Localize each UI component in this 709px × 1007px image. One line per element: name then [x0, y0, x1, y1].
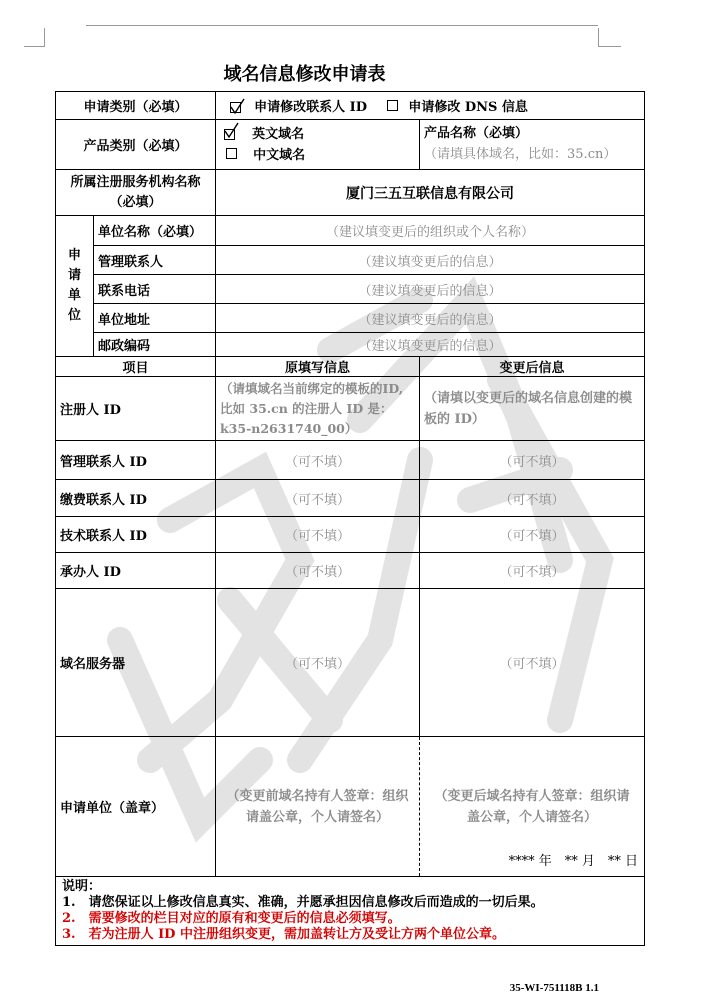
header-original: 原填写信息 [216, 357, 420, 377]
row-registrant-id [56, 377, 645, 441]
contact-admin-new[interactable]: （可不填） [420, 441, 645, 480]
header-rule [86, 25, 598, 26]
dns-label: 域名服务器 [56, 589, 216, 737]
apply-type-options [216, 92, 645, 120]
row-applicant-4 [56, 333, 645, 357]
phone-label: 联系电话 [94, 275, 216, 304]
header-item: 项目 [56, 357, 216, 377]
row-contact-billing [56, 480, 645, 517]
registrar-label: 所属注册服务机构名称 （必填） [56, 170, 216, 216]
contact-tech-orig[interactable]: （可不填） [216, 517, 420, 553]
row-notes [56, 877, 645, 946]
row-contact-tech [56, 517, 645, 553]
row-seal [56, 737, 645, 877]
row-applicant-3 [56, 304, 645, 333]
admin-contact-label: 管理联系人 [94, 246, 216, 275]
contact-billing-new[interactable]: （可不填） [420, 480, 645, 517]
note-1: 1. 请您保证以上修改信息真实、准确，并愿承担因信息修改后而造成的一切后果。 [62, 895, 544, 910]
contact-admin-label: 管理联系人 ID [56, 441, 216, 480]
seal-orig[interactable]: （变更前域名持有人签章：组织请盖公章，个人请签名） [216, 737, 420, 877]
row-dns [56, 589, 645, 737]
apply-type-opt1-label: 申请修改联系人 ID [254, 99, 368, 115]
note-3: 3. 若为注册人 ID 中注册组织变更，需加盖转让方及受让方两个单位公章。 [62, 927, 505, 942]
product-opt1-label: 英文域名 [252, 126, 305, 142]
document-code: 35-WI-751118B 1.1 [509, 982, 599, 994]
registrant-changed-input[interactable]: （请填以变更后的域名信息创建的模板的 ID） [420, 377, 645, 441]
apply-type-opt2-label: 申请修改 DNS 信息 [408, 99, 528, 115]
application-form [55, 91, 645, 946]
product-opt1-checkbox[interactable] [224, 126, 238, 140]
registrant-original-input[interactable]: （请填域名当前绑定的模板的ID,比如 35.cn 的注册人 ID 是：k35-n2631740_00） [216, 377, 420, 441]
dns-orig[interactable]: （可不填） [216, 589, 420, 737]
product-type-options [216, 120, 420, 170]
apply-type-opt1-checkbox[interactable] [230, 102, 244, 116]
crop-mark-right [598, 28, 621, 47]
seal-label: 申请单位（盖章） [56, 737, 216, 877]
applicant-side-label: 申 请 单 位 [56, 216, 94, 357]
row-applicant-1 [56, 246, 645, 275]
row-apply-type [56, 92, 645, 120]
contact-tech-label: 技术联系人 ID [56, 517, 216, 553]
contact-tech-new[interactable]: （可不填） [420, 517, 645, 553]
row-registrar [56, 170, 645, 216]
product-type-label: 产品类别（必填） [56, 120, 216, 170]
applicant-name-input[interactable]: （建议填变更后的组织或个人名称） [216, 216, 645, 246]
address-label: 单位地址 [94, 304, 216, 333]
product-name-cell[interactable] [420, 120, 645, 170]
contact-agent-orig[interactable]: （可不填） [216, 553, 420, 589]
notes-block [56, 877, 645, 946]
seal-new-hint: （变更后域名持有人签章：组织请盖公章，个人请签名） [434, 788, 630, 825]
seal-new[interactable] [420, 737, 645, 877]
contact-admin-orig[interactable]: （可不填） [216, 441, 420, 480]
registrant-id-label: 注册人 ID [56, 377, 216, 441]
product-name-label: 产品名称（必填） [424, 126, 529, 141]
note-2: 2. 需要修改的栏目对应的原有和变更后的信息必须填写。 [62, 911, 401, 926]
apply-type-label: 申请类别（必填） [56, 92, 216, 120]
row-product-type [56, 120, 645, 170]
product-opt2-label: 中文域名 [253, 147, 306, 163]
contact-billing-orig[interactable]: （可不填） [216, 480, 420, 517]
product-name-hint: （请填具体域名，比如：35.cn） [424, 147, 617, 162]
contact-billing-label: 缴费联系人 ID [56, 480, 216, 517]
address-input[interactable]: （建议填变更后的信息） [216, 304, 645, 333]
row-contact-agent [56, 553, 645, 589]
postcode-input[interactable]: （建议填变更后的信息） [216, 333, 645, 357]
applicant-name-label: 单位名称（必填） [94, 216, 216, 246]
apply-type-opt2-checkbox[interactable] [387, 100, 398, 111]
phone-input[interactable]: （建议填变更后的信息） [216, 275, 645, 304]
row-applicant-0 [56, 216, 645, 246]
page-title: 域名信息修改申请表 [223, 64, 386, 85]
registrar-value: 厦门三五互联信息有限公司 [216, 170, 645, 216]
seal-date: **** 年 ** 月 ** 日 [508, 854, 639, 869]
contact-agent-new[interactable]: （可不填） [420, 553, 645, 589]
contact-agent-label: 承办人 ID [56, 553, 216, 589]
row-column-header [56, 357, 645, 377]
row-applicant-2 [56, 275, 645, 304]
header-changed: 变更后信息 [420, 357, 645, 377]
postcode-label: 邮政编码 [94, 333, 216, 357]
notes-heading: 说明： [62, 879, 102, 894]
product-opt2-checkbox[interactable] [226, 148, 237, 159]
row-contact-admin [56, 441, 645, 480]
dns-new[interactable]: （可不填） [420, 589, 645, 737]
crop-mark-left [24, 28, 45, 47]
admin-contact-input[interactable]: （建议填变更后的信息） [216, 246, 645, 275]
